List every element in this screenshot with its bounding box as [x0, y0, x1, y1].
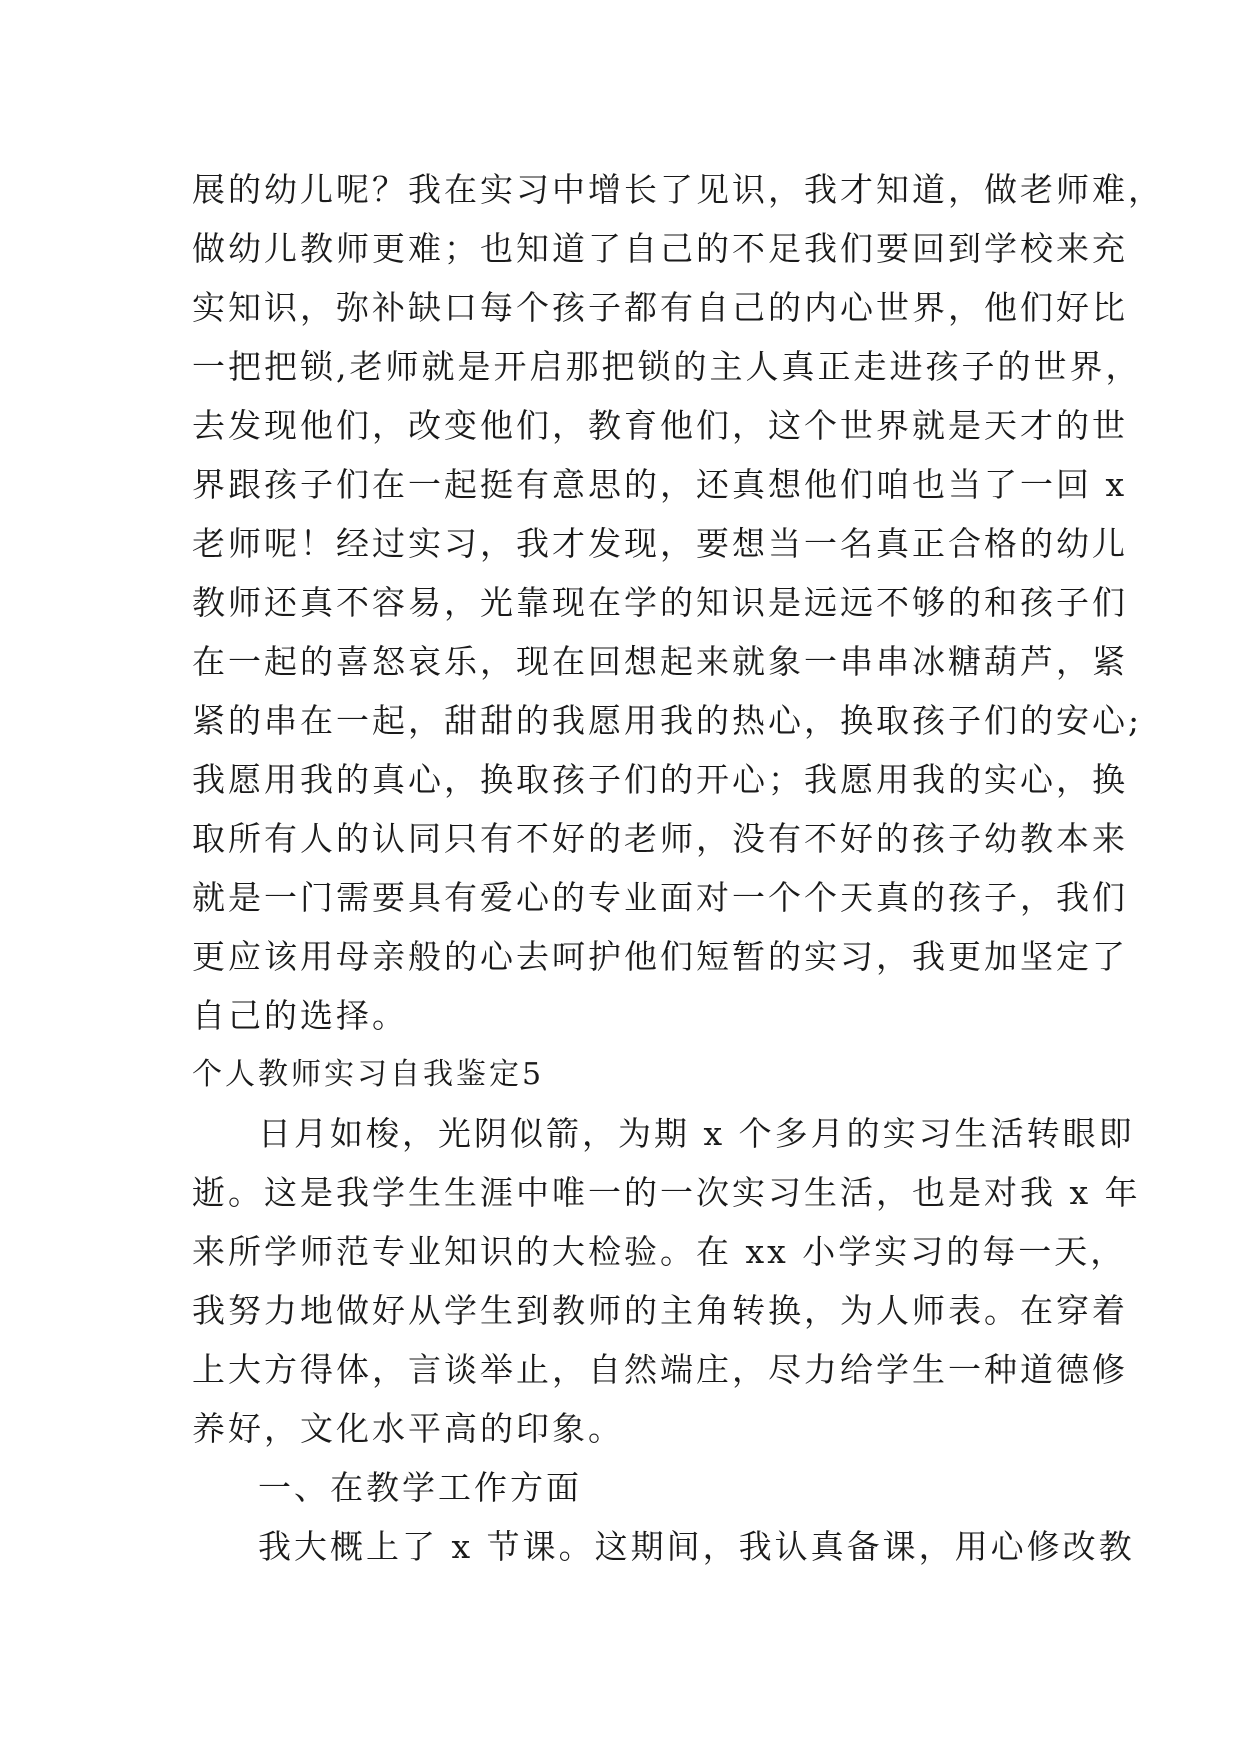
text-line: 去发现他们，改变他们，教育他们，这个世界就是天才的世 — [192, 406, 1128, 445]
section-title: 个人教师实习自我鉴定5 — [192, 1057, 545, 1092]
text-line: 养好，文化水平高的印象。 — [192, 1409, 624, 1448]
document-body — [192, 160, 1164, 1576]
text-line: 取所有人的认同只有不好的老师，没有不好的孩子幼教本来 — [192, 819, 1128, 858]
text-line: 老师呢！经过实习，我才发现，要想当一名真正合格的幼儿 — [192, 524, 1128, 563]
text-line: 我愿用我的真心，换取孩子们的开心；我愿用我的实心，换 — [192, 760, 1128, 799]
text-line: 展的幼儿呢？我在实习中增长了见识，我才知道，做老师难， — [192, 170, 1164, 209]
text-line: 自己的选择。 — [192, 996, 408, 1035]
text-line: 界跟孩子们在一起挺有意思的，还真想他们咱也当了一回 x — [192, 465, 1128, 504]
text-line: 就是一门需要具有爱心的专业面对一个个天真的孩子，我们 — [192, 878, 1128, 917]
text-line: 更应该用母亲般的心去呵护他们短暂的实习，我更加坚定了 — [192, 937, 1128, 976]
text-line: 教师还真不容易，光靠现在学的知识是远远不够的和孩子们 — [192, 583, 1128, 622]
text-line: 逝。这是我学生生涯中唯一的一次实习生活，也是对我 x 年 — [192, 1173, 1141, 1212]
text-line: 做幼儿教师更难；也知道了自己的不足我们要回到学校来充 — [192, 229, 1128, 268]
text-line: 一把把锁,老师就是开启那把锁的主人真正走进孩子的世界， — [192, 347, 1142, 386]
text-line: 日月如梭，光阴似箭，为期 x 个多月的实习生活转眼即 — [258, 1114, 1135, 1153]
text-line: 我大概上了 x 节课。这期间，我认真备课，用心修改教 — [258, 1527, 1135, 1566]
text-line: 实知识，弥补缺口每个孩子都有自己的内心世界，他们好比 — [192, 288, 1128, 327]
text-line: 在一起的喜怒哀乐，现在回想起来就象一串串冰糖葫芦，紧 — [192, 642, 1128, 681]
subheading: 一、在教学工作方面 — [258, 1468, 582, 1507]
text-line: 上大方得体，言谈举止，自然端庄，尽力给学生一种道德修 — [192, 1350, 1128, 1389]
text-line: 紧的串在一起，甜甜的我愿用我的热心，换取孩子们的安心; — [192, 701, 1143, 740]
text-line: 来所学师范专业知识的大检验。在 xx 小学实习的每一天， — [192, 1232, 1127, 1271]
text-line: 我努力地做好从学生到教师的主角转换，为人师表。在穿着 — [192, 1291, 1128, 1330]
